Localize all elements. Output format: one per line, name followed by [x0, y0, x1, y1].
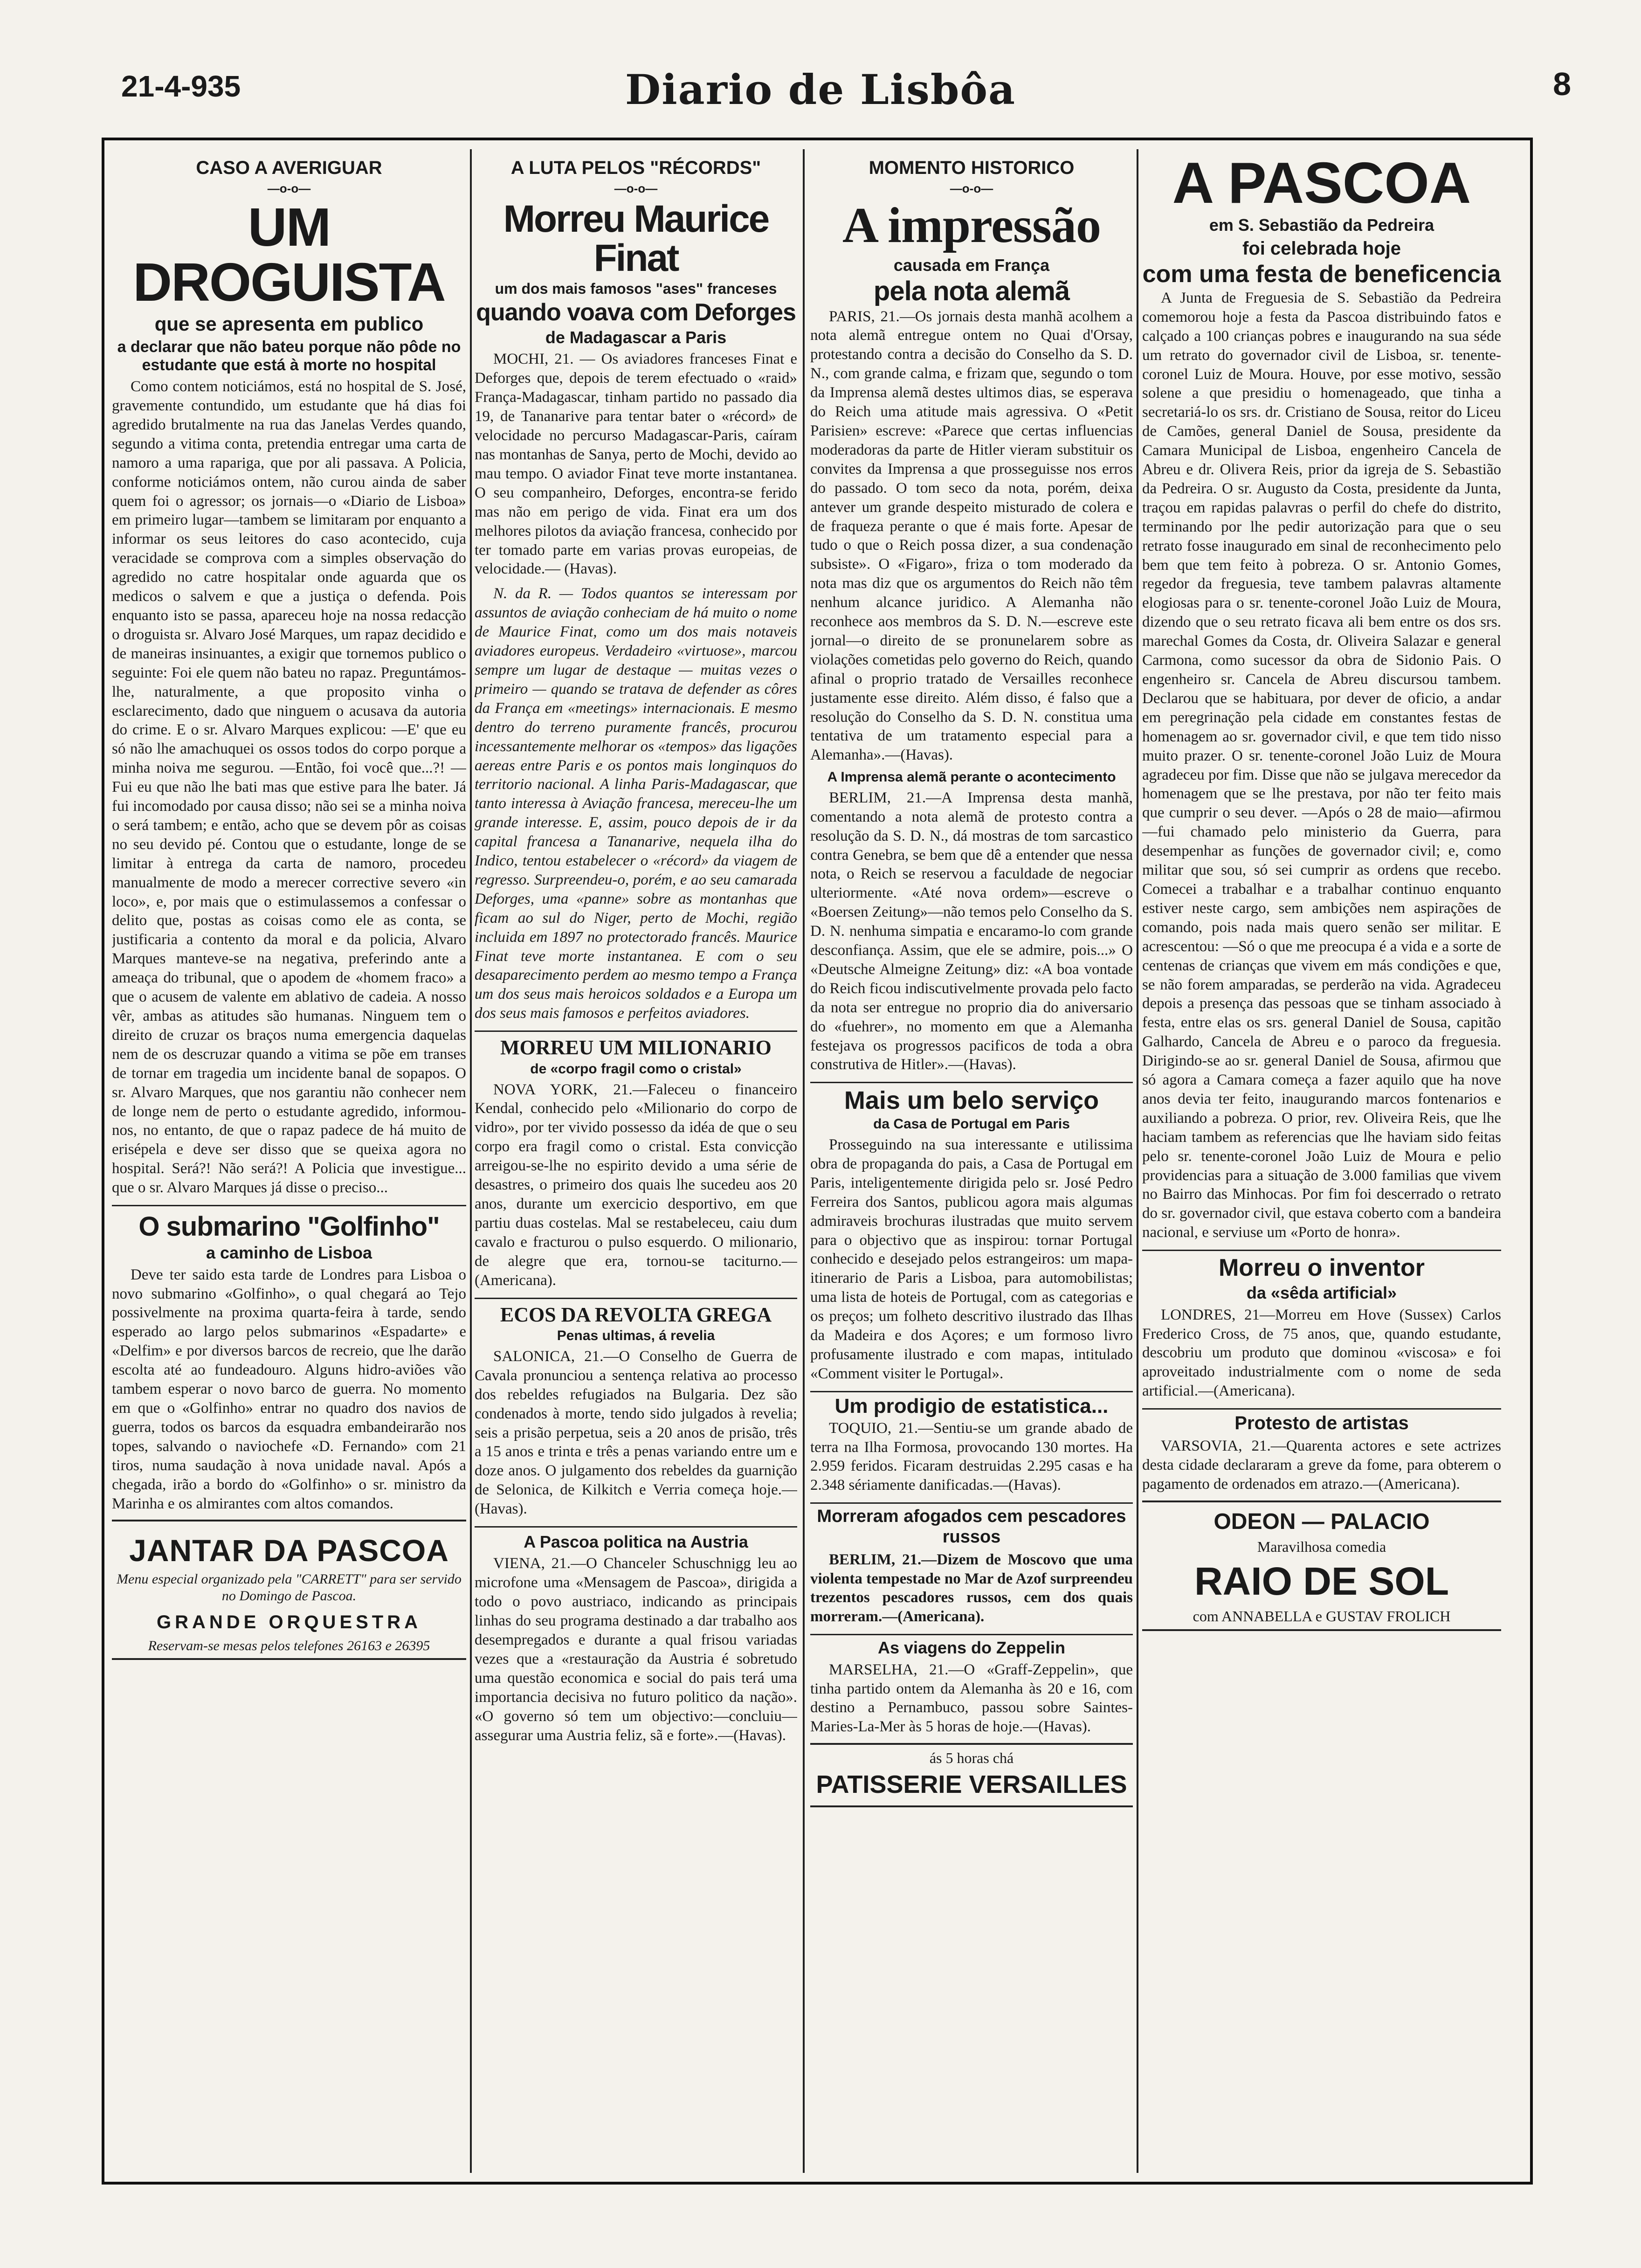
article-body: BERLIM, 21.—Dizem de Moscovo que uma violenta tempestade no Mar de Azof surpreendeu trezentos pescadores russos, cem dos quais morreram.—(Americana). — [810, 1551, 1133, 1625]
divider — [475, 1030, 797, 1032]
article-body: SALONICA, 21.—O Conselho de Guerra de Cavala pronunciou a sentença relativa ao processo dos rebeldes refugiados na Bulgaria. Dez são condenados à morte, tendo sido julgados à revelia; seis a prisão perpetua, seis a 20 anos de prisão, três a 15 anos e trinta e três a penas variando entre um e doze anos. O julgamento dos rebeldes da guarnição de Selonica, de Kilkitch e Verria começa hoje.—(Havas). — [475, 1348, 797, 1518]
article-body: Prosseguindo na sua interessante e utilissima obra de propaganda do pais, a Casa de Portugal em Paris, inteligentemente dirigida pelo sr. José Pedro Ferreira dos Santos, publicou agora mais algumas admiraveis brochuras ilustradas que muito servem para o objectivo que as inspirou: tornar Portugal conhecido e desejado pelos estrangeiros: um mapa-itinerario de Paris a Lisboa, para automobilistas; uma lista de hoteis de Portugal, com as categorias e os preços; um folheto descritivo ilustrado das Ilhas da Madeira e dos Açores; e um formoso livro profusamente ilustrado e com mapas, intitulado «Comment visiter le Portugal». — [810, 1136, 1133, 1382]
divider — [1142, 1250, 1501, 1251]
article-body: Deve ter saido esta tarde de Londres para Lisboa o novo submarino «Golfinho», o qual chegará ao Tejo possivelmente na proxima quarta-feira à tarde, sendo esperado ao largo pelos submarinos «Espadarte» e «Delfim» e por diversos barcos de recreio, que lhe darão escolta até ao fundeadouro. Alguns hidro-aviões vão tambem esperar o novo barco de guerra. No momento em que o «Golfinho» entrar no quadro dos navios de guerra, todos os barcos da esquadra embandeirarão nos topes, salvando o naviochefe «D. Fernando» com 21 tiros, numa saudação à nova unidade naval. Após a chegada, irão a bordo do «Golfinho» o sr. ministro da Marinha e os almirantes com altos comandos. — [112, 1266, 466, 1512]
article-headline: A Pascoa politica na Austria — [524, 1532, 748, 1552]
article-body: MOCHI, 21. — Os aviadores franceses Finat e Deforges que, depois de terem efectuado o «raid» França-Madagascar, tinham partido no passado dia 19, de Tananarive para tentar bater o «récord» de velocidade no percurso Madagascar-Paris, caíram nas montanhas de Sanya, perto de Mochi, devido ao mau tempo. O aviador Finat teve morte instantanea. O seu companheiro, Deforges, encontra-se ferido mas não em perigo de vida. Finat era um dos melhores pilotos da aviação francesa, conhecido por ter tomado parte em varias provas europeias, de velocidade.— (Havas). — [475, 351, 797, 578]
divider — [810, 1634, 1133, 1635]
ornament: —o-o— — [614, 181, 658, 195]
article-subheadline: em S. Sebastião da Pedreira — [1209, 215, 1434, 235]
article-subheadline: de «corpo fragil como o cristal» — [530, 1061, 742, 1077]
article-headline: Morreu o inventor — [1218, 1254, 1425, 1282]
article-kicker: CASO A AVERIGUAR — [196, 158, 382, 178]
masthead — [121, 65, 1571, 121]
divider — [810, 1391, 1133, 1392]
ornament: —o-o— — [950, 181, 993, 195]
article-subheadline: da «sêda artificial» — [1246, 1283, 1397, 1303]
issue-date: 21-4-935 — [121, 69, 241, 103]
article-subheadline: a caminho de Lisboa — [206, 1243, 372, 1263]
article-headline: Morreu Maurice Finat — [503, 198, 769, 279]
article-subheadline: um dos mais famosos "ases" franceses — [495, 280, 777, 297]
ad-text: Maravilhosa comedia — [1257, 1538, 1386, 1555]
ornament: —o-o— — [267, 181, 311, 195]
ad-title: PATISSERIE VERSAILLES — [816, 1770, 1127, 1799]
column-4 — [1142, 145, 1501, 2178]
ad-orchestra: GRANDE ORQUESTRA — [156, 1612, 422, 1633]
page-number: 8 — [1553, 66, 1571, 102]
divider — [1142, 1408, 1501, 1410]
divider — [810, 1502, 1133, 1504]
article-subheadline: foi celebrada hoje — [1242, 238, 1401, 259]
article-kicker: MOMENTO HISTORICO — [869, 158, 1075, 178]
article-headline: MORREU UM MILIONARIO — [500, 1036, 772, 1059]
article-headline: O submarino "Golfinho" — [138, 1211, 440, 1242]
article-headline-2: pela nota alemã — [873, 276, 1070, 307]
ad-cast: com ANNABELLA e GUSTAV FROLICH — [1193, 1607, 1451, 1625]
advertisement — [112, 1520, 466, 1660]
article-headline-2: com uma festa de beneficencia — [1142, 260, 1501, 288]
divider — [810, 1082, 1133, 1083]
article-headline: A PASCOA — [1172, 151, 1471, 215]
column-3 — [810, 145, 1133, 2178]
ad-small-text: ás 5 horas chá — [929, 1749, 1014, 1767]
article-subheadline: da Casa de Portugal em Paris — [873, 1116, 1070, 1132]
article-headline: A Imprensa alemã perante o acontecimento — [827, 769, 1116, 785]
article-body: MARSELHA, 21.—O «Graff-Zeppelin», que tinha partido ontem da Alemanha às 20 e 16, com destino a Pernambuco, passou sobre Saintes-Maries-La-Mer às 5 horas de hoje.—(Havas). — [810, 1661, 1133, 1736]
article-body: Como contem noticiámos, está no hospital de S. José, gravemente contundido, um estudante que há dias foi agredido brutalmente na rua das Janelas Verdes quando, segundo a vitima conta, pretendia entregar uma carta de namoro a uma rapariga, que por ali passava. A Policia, conforme noticiámos ontem, não curou ainda de saber quem foi o agressor; os jornais—o «Diario de Lisboa» em primeiro lugar—tambem se limitaram por enquanto a informar os seus leitores do caso acontecido, cuja veracidade se comprova com a simples observação do agredido no catre hospitalar onde aguarda que os medicos o salvem e que a justiça o defenda. Pois enquanto isto se passa, apareceu hoje na nossa redacção o droguista sr. Alvaro José Marques, um rapaz decidido e de maneiras insinuantes, a exigir que tornemos publico o seguinte: Foi ele quem não bateu no rapaz. Preguntámos-lhe, naturalmente, a que proposito vinha o esclarecimento, dado que ninguem o acusava da autoria do crime. E o sr. Alvaro Marques explicou: —E' que eu só não lhe amachuquei os ossos todos do corpo porque a minha noiva me segurou. —Então, foi você que...?! —Fui eu que não lhe bati mas que estive para lhe bater. Já fui incomodado por causa disso; não sei se a minha noiva o será tambem; e então, acho que se devem pôr as coisas no seu devido pé. Contou que o estudante, longe de se limitar à entrega da carta de namoro, procedeu manualmente de modo a merecer corrective severo «in loco», e, por mais que o estimulassemos a confessar o delito que, postas as coisas como ele as conta, se justificaria a contento da moral e da policia, Alvaro Marques manteve-se na negativa, preferindo ante a ameaça do tribunal, que o apodem de «homem fraco» a que o acusem de valente em ablativo de cadeia. A nosso vêr, ambas as atitudes são humanas. Ninguem tem o direito de cruzar os braços numa emergencia daquelas nem de os descruzar quando a vitima se põe em transes de tornar em tragedia um incidente banal de sopapos. O sr. Alvaro Marques, que nos garantiu não conhecer nem de longe nem de perto o estudante agredido, informou-nos, no entanto, de que o rapaz padece de há muito de erisépela e deve ser disso que se queixa agora no hospital. Será?! Não será?! A Policia que investigue... que o sr. Alvaro Marques já disse o preciso... — [112, 378, 466, 1196]
divider — [112, 1205, 466, 1206]
editor-note: N. da R. — Todos quantos se interessam por assuntos de aviação conheciam de há muito o nome de Maurice Finat, como um dos mais notaveis aviadores europeus. Verdadeiro «virtuose», marcou sempre um lugar de destaque — muitas vezes o primeiro — quando se tratava de defender as côres da França em «meetings» internacionais. E mesmo dentro do terreno puramente francês, procurou incessantemente melhorar os «tempos» das ligações aereas entre Paris e os pontos mais longinquos do territorio nacional. A linha Paris-Madagascar, que tanto interessa à Aviação francesa, mereceu-lhe um grande interesse. E, assim, pouco depois de ir da capital francesa a Tananarive, nequela ilha do Indico, tentou estabelecer o «récord» da viagem de regresso. Surpreendeu-o, porém, e ao seu camarada Deforges, uma «panne» sobre as montanhas que ficam ao sul do Niger, perto de Mochi, região incluida em 1897 no protectorado francês. Maurice Finat teve morte instantanea. E com o seu desaparecimento perdem ao mesmo tempo a França um dos seus mais heroicos soldados e a Europa um dos seus mais famosos e perfeitos aviadores. — [475, 585, 797, 1022]
article-headline: ECOS DA REVOLTA GREGA — [500, 1303, 772, 1326]
article-headline: As viagens do Zeppelin — [877, 1638, 1066, 1658]
article-body: PARIS, 21.—Os jornais desta manhã acolhem a nota alemã entregue ontem no Quai d'Orsay, protestando contra a decisão do Conselho da S. D. N., com grande calma, e frizam que, segundo o tom da Imprensa alemã destes ultimos dias, se esperava do Reich uma atitude mais agressiva. O «Petit Parisien» escreve: «Parece que certas influencias moderadoras da parte de Hitler vieram substituir os convites da Imprensa a que prosseguisse nos erros do passado. O tom seco da nota, porém, deixa antever um grande despeito misturado de colera e de fraqueza perante o que é mais forte. Apesar de tudo o que o Reich possa dizer, a sua condenação subsiste». O «Figaro», friza o tom moderado da nota mas diz que os argumentos do Reich não têm nenhum alcance juridico. A Alemanha não reconhece aos membros da S. D. N.—escreve este jornal—o direito de se pronunelarem sobre as violações cometidas pelo governo do Reich, quando afinal o proprio tratado de Versailles reconhece justamente esse direito. Além disso, é falso que a resolução do Conselho da S. D. N. constitua uma tentativa de um tratamento especial para a Alemanha».—(Havas). — [810, 308, 1133, 764]
article-headline: A impressão — [842, 198, 1101, 253]
advertisement — [810, 1743, 1133, 1807]
column-1 — [112, 145, 466, 2178]
ad-title: RAIO DE SOL — [1194, 1559, 1449, 1603]
article-headline-2: quando voava com Deforges — [476, 299, 796, 326]
article-subheadline: que se apresenta em publico — [154, 312, 424, 335]
article-body: A Junta de Freguesia de S. Sebastião da Pedreira comemorou hoje a festa da Pascoa distribuindo fatos e calçado a 100 crianças pobres e inaugurando na sua séde um retrato do governador civil de Lisboa, sr. tenente-coronel Luiz de Moura. Houve, por esse motivo, sessão solene a que presidiu o homenageado, que tinha a secretariá-lo os srs. dr. Cristiano de Sousa, reitor do Liceu de Camões, general Daniel de Sousa, presidente da Camara Municipal de Lisboa, engenheiro Cancela de Abreu e dr. Olivera Reis, prior da igreja de S. Sebastião da Pedreira. O sr. Augusto da Costa, presidente da Junta, traçou em rapidas palavras o perfil do chefe do distrito, terminando por lhe pedir autorização para que o seu retrato fosse inaugurado em sinal de reconhecimento pelo bem que tem feito à pobreza. O sr. Antonio Gomes, regedor da freguesia, teve tambem palavras altamente elogiosas para o sr. tenente-coronel João Luiz de Moura, dizendo que o seu retrato ficava ali bem entre os dos srs. marechal Gomes da Costa, dr. Oliveira Salazar e general Carmona, como sucessor da obra de Sidonio Pais. O engenheiro sr. Cancela de Abreu discursou tambem. Declarou que se habituara, por dever de oficio, a andar em peregrinação pela cidade em constantes festas de homenagem ao sr. governador civil, e que tem tido nisso muito prazer. O sr. tenente-coronel João Luiz de Moura agradeceu por fim. Disse que não se julgava merecedor da homenagem que se lhe prestava, por não ter feito mais que cumprir o seu dever. —Após o 28 de maio—afirmou—fui chamado pelo ministerio da Guerra, para desempenhar as funções de governador civil; e, como militar que sou, só sei cumprir as ordens que recebo. Comecei a trabalhar e a trabalhar continuo enquanto estiver neste cargo, sem ambições nem aspirações de comando, pois nada mais quero senão ser militar. E acrescentou: —Só o que me preocupa é a vida e a sorte de centenas de crianças que vivem em más condições e que, se não forem amparadas, se perderão na vida. Agradeceu depois a presença das pessoas que se tinham associado à festa, entre elas os srs. general Daniel de Sousa, capitão Galhardo, Cancela de Abreu e o paroco da freguesia. Dirigindo-se ao sr. general Daniel de Sousa, afirmou que só agora a Camara começa a fazer aquilo que ha nove anos devia ter feito, inaugurando marcos fontenarios e auxiliando a pobreza. O prior, rev. Oliveira Reis, que lhe haciam tambem as referencias que lhe haviam sido feitas pelo sr. tenente-coronel João Luiz de Moura e pelio providencias para a situação de 3.000 familias que vivem no Bairro das Minhocas. Por fim foi descerrado o retrato do sr. governador civil, que estava coberto com a bandeira nacional, e serviuse um «Porto de honra». — [1142, 289, 1501, 1241]
column-2 — [475, 145, 797, 2178]
ad-text: Menu especial organizado pela "CARRETT" para ser servido no Domingo de Pascoa. — [117, 1571, 462, 1604]
article-subheadline: de Madagascar a Paris — [545, 328, 727, 347]
column-rule — [470, 149, 472, 2173]
article-headline: Morreram afogados cem pescadores russos — [817, 1507, 1126, 1547]
article-subheadline: Penas ultimas, á revelia — [557, 1328, 715, 1344]
newspaper-title: Diario de Lisbôa — [625, 65, 1016, 114]
article-subheadline: causada em França — [893, 256, 1050, 275]
divider — [475, 1298, 797, 1299]
article-body: VIENA, 21.—O Chanceler Schuschnigg leu ao microfone uma «Mensagem de Pascoa», dirigida a todo o povo austriaco, indicando as principais linhas do seu programa destinado a dar trabalho aos desempregados e durante a qual frisou variadas vezes que a «restauração da Austria é sobretudo uma questão economica e social do pais terá uma importancia decisiva no futuro politico da nação». «O governo só tem um objectivo:—concluiu—assegurar uma Austria feliz, sã e forte».—(Havas). — [475, 1555, 797, 1744]
article-headline: Um prodigio de estatistica... — [834, 1394, 1109, 1418]
article-kicker: A LUTA PELOS "RÉCORDS" — [510, 158, 761, 178]
article-headline: Mais um belo serviço — [844, 1086, 1099, 1115]
divider — [475, 1526, 797, 1528]
article-headline: Protesto de artistas — [1234, 1413, 1409, 1434]
advertisement — [1142, 1500, 1501, 1631]
article-body: LONDRES, 21—Morreu em Hove (Sussex) Carlos Frederico Cross, de 75 anos, que, quando estudante, descobriu um produto que dominou «viscosa» e foi aproveitado industrialmente com o nome de seda artificial.—(Americana). — [1142, 1306, 1501, 1400]
ad-cinema: ODEON — PALACIO — [1214, 1509, 1430, 1534]
ad-phones: Reservam-se mesas pelos telefones 26163 e 26395 — [148, 1638, 430, 1654]
article-headline: UM DROGUISTA — [133, 197, 445, 313]
article-body: VARSOVIA, 21.—Quarenta actores e sete actrizes desta cidade declararam a greve da fome, para obterem o pagamento de ordenados em atrazo.—(Americana). — [1142, 1438, 1501, 1493]
article-subheadline: a declarar que não bateu porque não pôde no estudante que está à morte no hospital — [117, 338, 461, 374]
column-rule — [1137, 149, 1138, 2173]
column-rule — [803, 149, 805, 2173]
article-body: BERLIM, 21.—A Imprensa desta manhã, comentando a nota alemã de protesto contra a resolução da S. D. N., dá mostras de tom sarcastico contra Genebra, se bem que dê a entender que nessa nota, o Reich se reservou a faculdade de negociar ulteriormente. «Até nova ordem»—escreve o «Boersen Zeitung»—não temos pelo Conselho da S. D. N. nenhuma simpatia e encaramo-lo com grande desconfiança. Assim, que ele se admire, pois...» O «Deutsche Almeigne Zeitung» diz: «A boa vontade do Reich ficou indiscutivelmente provada pelo facto da nota ser entregue no proprio dia do aniversario do «fuehrer», no momento em que a Alemanha festejava os progressos pacificos de toda a obra construtiva de Hitler».—(Havas). — [810, 789, 1133, 1073]
article-body: NOVA YORK, 21.—Faleceu o financeiro Kendal, conhecido pelo «Milionario do corpo de vidro», por ter vivido possesso da idéa de que o seu corpo era fragil como o cristal. Esta convicção arreigou-se-lhe no espirito devido a uma série de desastres, o primeiro dos quais lhe sucedeu aos 20 anos, durante um exercicio desportivo, em que partiu duas costelas. Mal se restabeleceu, caiu dum cavalo e fracturou o pulso esquerdo. O milionario, de alegre que era, tornou-se taciturno.—(Americana). — [475, 1081, 797, 1289]
ad-title: JANTAR DA PASCOA — [129, 1533, 449, 1568]
article-body: TOQUIO, 21.—Sentiu-se um grande abado de terra na Ilha Formosa, provocando 130 mortes. Ha 2.959 feridos. Ficaram destruidas 2.295 casas e ha 2.348 sériamente danificadas.—(Havas). — [810, 1419, 1133, 1494]
